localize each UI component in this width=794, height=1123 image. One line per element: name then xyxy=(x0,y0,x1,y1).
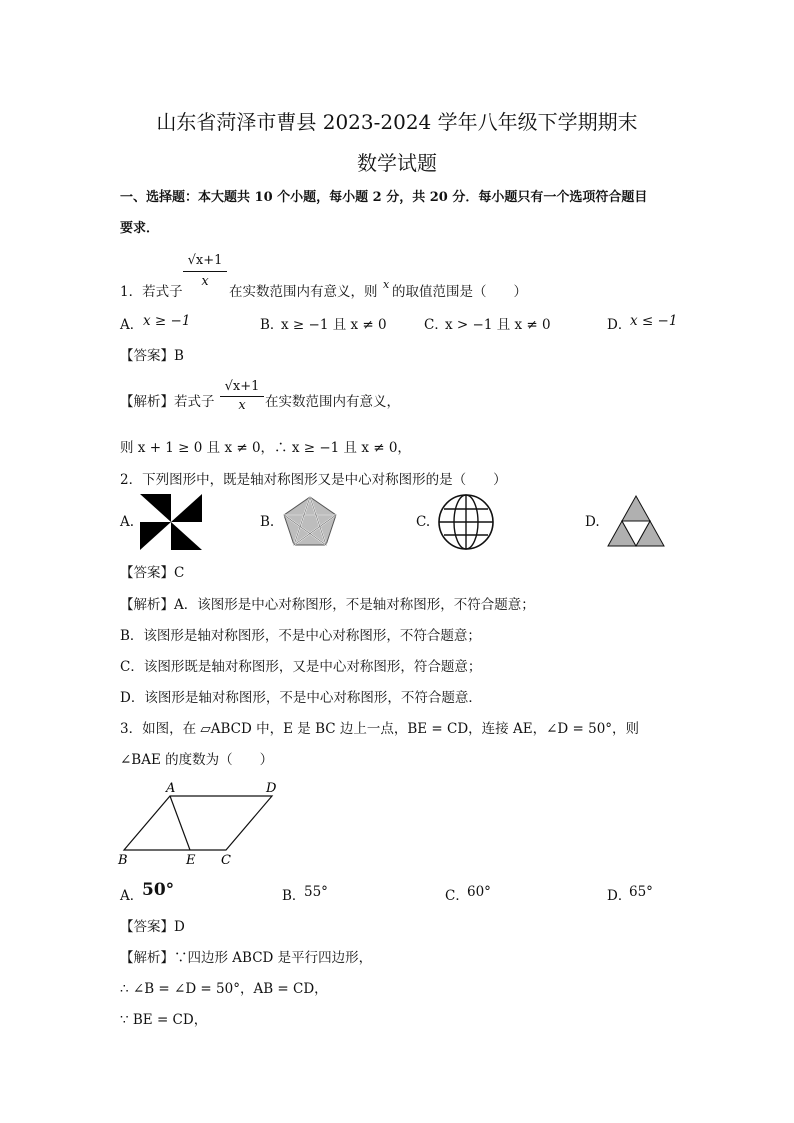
q2-option-a-label: A. xyxy=(120,514,135,530)
q1-analysis-fraction-numerator: √x+1 xyxy=(220,379,264,397)
q2-analysis-line: C．该图形既是轴对称图形，又是中心对称图形，符合题意； xyxy=(120,659,482,675)
q3-option-d-text: 65° xyxy=(629,884,653,900)
pentagon-star-icon xyxy=(282,495,338,547)
q1-analysis-fraction xyxy=(220,379,264,413)
q1-fraction-denominator: x xyxy=(201,274,209,289)
q3-answer: 【答案】D xyxy=(120,919,185,935)
q3-option-a-text: 50° xyxy=(142,880,175,900)
q1-option-d-label: D． xyxy=(607,317,632,333)
q1-answer: 【答案】B xyxy=(120,348,184,364)
pinwheel-icon xyxy=(140,494,202,550)
q1-stem-prefix: 1．若式子 xyxy=(120,284,183,300)
q2-option-c-label: C. xyxy=(416,514,431,530)
q1-analysis-suffix: 在实数范围内有意义， xyxy=(265,394,400,410)
q2-option-b-label: B. xyxy=(260,514,275,530)
globe-icon xyxy=(436,494,496,550)
q2-analysis-line: B．该图形是轴对称图形，不是中心对称图形，不符合题意； xyxy=(120,628,481,644)
q1-analysis-fraction-denominator: x xyxy=(238,398,246,413)
q1-option-a-text: x ≥ −1 xyxy=(143,313,191,329)
q1-stem-end: 的取值范围是（ ） xyxy=(392,284,527,300)
q3-option-b-text: 55° xyxy=(304,884,328,900)
q3-option-b-label: B． xyxy=(282,888,306,904)
parallelogram-figure xyxy=(114,778,284,870)
figure-label-b: B xyxy=(118,853,128,868)
figure-label-d: D xyxy=(266,781,277,796)
section-heading: 一、选择题：本大题共 10 个小题，每小题 2 分，共 20 分．每小题只有一个选项符合题目 xyxy=(120,190,648,205)
q3-analysis-line: ∵ BE = CD， xyxy=(120,1012,208,1028)
q3-stem-line1: 3．如图，在 ▱ABCD 中，E 是 BC 边上一点，BE = CD，连接 AE，∠D = 50°，则 xyxy=(120,721,640,737)
q2-analysis-line: 【解析】A．该图形是中心对称图形，不是轴对称图形，不符合题意； xyxy=(120,597,535,613)
q3-option-a-label: A． xyxy=(120,888,144,904)
q2-analysis-line: D．该图形是轴对称图形，不是中心对称图形，不符合题意． xyxy=(120,690,482,706)
q1-analysis-prefix: 【解析】若式子 xyxy=(120,394,215,410)
q3-option-d-label: D． xyxy=(607,888,632,904)
figure-label-e: E xyxy=(186,853,196,868)
q1-fraction xyxy=(183,253,227,289)
q1-option-b-label: B． xyxy=(260,317,284,333)
q3-analysis-line: 【解析】∵四边形 ABCD 是平行四边形， xyxy=(120,950,373,966)
triangle-tiles-icon xyxy=(604,494,668,548)
q1-analysis-line2: 则 x + 1 ≥ 0 且 x ≠ 0，∴ x ≥ −1 且 x ≠ 0， xyxy=(120,440,411,456)
q1-fraction-numerator: √x+1 xyxy=(183,253,227,272)
q3-stem-line2: ∠BAE 的度数为（ ） xyxy=(120,752,274,768)
q2-answer: 【答案】C xyxy=(120,565,185,581)
q3-option-c-label: C． xyxy=(445,888,469,904)
q1-option-c-label: C． xyxy=(424,317,448,333)
q2-stem: 2．下列图形中，既是轴对称图形又是中心对称图形的是（ ） xyxy=(120,472,507,488)
page-subtitle: 数学试题 xyxy=(357,151,437,175)
q1-stem-variable: x xyxy=(383,278,390,291)
figure-label-a: A xyxy=(166,781,176,796)
q3-analysis-line: ∴ ∠B = ∠D = 50°，AB = CD， xyxy=(120,981,328,997)
q1-option-c-text: x > −1 且 x ≠ 0 xyxy=(445,317,551,333)
q1-stem-suffix: 在实数范围内有意义，则 xyxy=(229,284,378,300)
figure-label-c: C xyxy=(221,853,231,868)
q1-option-a-label: A． xyxy=(120,317,144,333)
section-heading-cont: 要求． xyxy=(120,221,160,236)
q1-option-d-text: x ≤ −1 xyxy=(630,313,678,329)
q1-option-b-text: x ≥ −1 且 x ≠ 0 xyxy=(281,317,387,333)
q3-option-c-text: 60° xyxy=(467,884,491,900)
page-title: 山东省菏泽市曹县 2023-2024 学年八年级下学期期末 xyxy=(156,110,638,134)
q2-option-d-label: D. xyxy=(585,514,600,530)
